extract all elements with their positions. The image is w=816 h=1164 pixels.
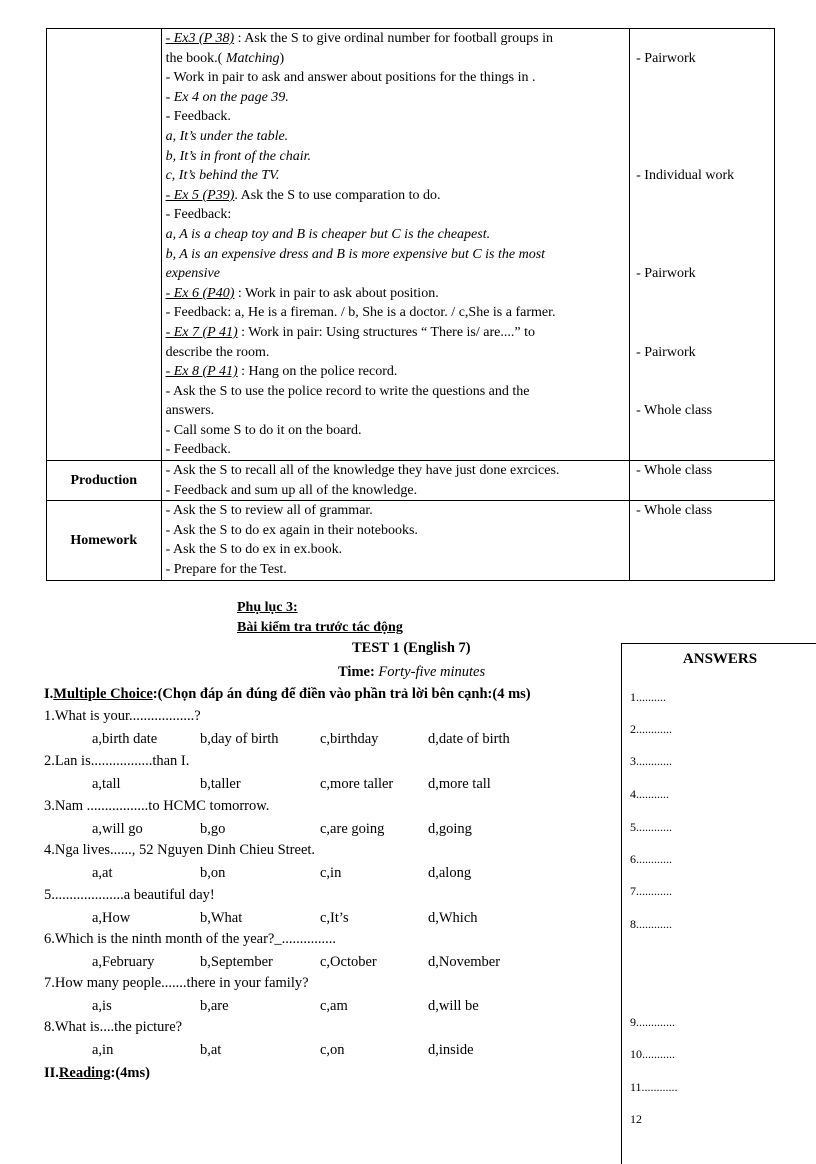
answers-box — [621, 643, 816, 1164]
answer-line: 5............ — [630, 820, 672, 834]
work-mode: - Whole class — [636, 503, 713, 519]
activity-line: a, A is a cheap toy and B is cheaper but C is the cheapest. — [165, 226, 491, 242]
answer-option: b,go — [200, 821, 226, 837]
activity-line: - Ask the S to recall all of the knowledge they have just done exrcices. — [165, 463, 560, 479]
work-mode: - Whole class — [636, 403, 713, 418]
question-text: 2.Lan is.................than I. — [44, 753, 190, 769]
answer-option: c,birthday — [320, 731, 379, 747]
answer-option: b,September — [200, 954, 273, 970]
mode-cell — [630, 29, 775, 461]
answer-line: 12 — [630, 1112, 642, 1126]
activity-line: - Work in pair to ask and answer about positions for the things in . — [165, 70, 536, 86]
table-row — [47, 29, 775, 461]
lesson-plan-table — [46, 28, 775, 581]
activity-line: - Ex 6 (P40) : Work in pair to ask about position. — [165, 285, 439, 301]
answer-option: b,on — [200, 865, 226, 881]
question-text: 3.Nam .................to HCMC tomorrow. — [44, 798, 270, 814]
activity-line: c, It’s behind the TV. — [165, 168, 280, 184]
work-mode: - Pairwork — [636, 266, 696, 281]
activities-cell — [161, 29, 630, 461]
section-1-heading: I.Multiple Choice:(Chọn đáp án đúng để điền vào phần trả lời bên cạnh:(4 ms) — [44, 686, 531, 702]
answer-option: d,along — [428, 865, 472, 881]
work-mode: - Whole class — [636, 463, 713, 479]
answer-option: d,November — [428, 954, 501, 970]
answer-line: 10........... — [630, 1047, 675, 1061]
answer-option: b,taller — [200, 776, 241, 792]
answer-option: b,day of birth — [200, 731, 279, 747]
answer-option: a,at — [92, 865, 113, 881]
activities-cell — [161, 501, 630, 580]
question-text: 1.What is your..................? — [44, 708, 201, 724]
appendix-subtitle: Bài kiểm tra trước tác động — [237, 620, 403, 635]
answer-line: 7............ — [630, 884, 672, 898]
answer-option: c,are going — [320, 821, 385, 837]
answer-option: d,will be — [428, 998, 479, 1014]
answer-option: d,going — [428, 821, 472, 837]
work-mode: - Individual work — [636, 168, 735, 183]
answer-option: a,How — [92, 910, 131, 926]
answer-option: d,more tall — [428, 776, 491, 792]
answer-option: a,birth date — [92, 731, 158, 747]
answer-option: a,tall — [92, 776, 121, 792]
stage-cell: Production — [47, 461, 162, 501]
answers-title: ANSWERS — [682, 651, 758, 667]
table-row — [47, 461, 775, 501]
answer-line: 2............ — [630, 722, 672, 736]
activity-line: - Feedback: — [165, 207, 232, 223]
activity-line: b, It’s in front of the chair. — [165, 148, 312, 164]
stage-cell — [47, 29, 162, 461]
question-text: 5....................a beautiful day! — [44, 887, 215, 903]
appendix-label: Phụ lục 3: — [237, 600, 298, 615]
activity-line: answers. — [165, 403, 215, 419]
activity-line: - Ex 7 (P 41) : Work in pair: Using structures “ There is/ are....” to — [165, 324, 535, 340]
mode-cell — [630, 461, 775, 501]
stage-cell: Homework — [47, 501, 162, 580]
answer-line: 9............. — [630, 1015, 675, 1029]
activity-line: - Call some S to do it on the board. — [165, 422, 362, 438]
answer-line: 3............ — [630, 754, 672, 768]
activity-line: - Ex3 (P 38) : Ask the S to give ordinal number for football groups in — [165, 31, 553, 46]
activity-line: - Ask the S to review all of grammar. — [165, 503, 373, 519]
question-text: 6.Which is the ninth month of the year?_............... — [44, 931, 336, 947]
answer-option: d,Which — [428, 910, 478, 926]
activity-line: - Feedback. — [165, 442, 231, 458]
activity-line: the book.( Matching) — [165, 50, 285, 66]
answer-line: 6............ — [630, 852, 672, 866]
answer-option: b,What — [200, 910, 243, 926]
answer-option: a,will go — [92, 821, 143, 837]
activity-line: - Feedback and sum up all of the knowledge. — [165, 482, 418, 498]
answer-option: b,at — [200, 1042, 222, 1058]
table-row — [47, 501, 775, 580]
activity-line: a, It’s under the table. — [165, 128, 289, 144]
test-title: TEST 1 (English 7) — [352, 640, 471, 656]
answer-option: d,inside — [428, 1042, 474, 1058]
answer-option: c,October — [320, 954, 377, 970]
answer-option: d,date of birth — [428, 731, 510, 747]
answer-option: c,in — [320, 865, 342, 881]
answer-option: a,is — [92, 998, 112, 1014]
question-text: 8.What is....the picture? — [44, 1019, 183, 1035]
question-text: 4.Nga lives......, 52 Nguyen Dinh Chieu Street. — [44, 842, 316, 858]
activity-line: - Prepare for the Test. — [165, 562, 287, 578]
answer-line: 1.......... — [630, 690, 666, 704]
answer-option: a,February — [92, 954, 155, 970]
answer-line: 11............ — [630, 1080, 678, 1094]
work-mode: - Pairwork — [636, 345, 696, 360]
activity-line: - Ask the S to use the police record to write the questions and the — [165, 383, 530, 399]
section-2-heading: II.Reading:(4ms) — [44, 1065, 150, 1081]
activities-cell — [161, 461, 630, 501]
answer-option: c,on — [320, 1042, 345, 1058]
answer-line: 8............ — [630, 917, 672, 931]
answer-line: 4........... — [630, 787, 669, 801]
work-mode: - Pairwork — [636, 51, 696, 66]
activity-line: - Ex 4 on the page 39. — [165, 89, 289, 105]
answer-option: c,am — [320, 998, 348, 1014]
activity-line: - Feedback: a, He is a fireman. / b, She is a doctor. / c,She is a farmer. — [165, 305, 556, 321]
activity-line: b, A is an expensive dress and B is more expensive but C is the most — [165, 246, 546, 262]
activity-line: - Ex 8 (P 41) : Hang on the police record. — [165, 364, 398, 380]
activity-line: - Ex 5 (P39). Ask the S to use comparation to do. — [165, 187, 441, 203]
activity-line: - Ask the S to do ex again in their notebooks. — [165, 522, 418, 538]
activity-line: - Ask the S to do ex in ex.book. — [165, 542, 343, 558]
answer-option: b,are — [200, 998, 229, 1014]
activity-line: - Feedback. — [165, 109, 231, 125]
answer-option: c,It’s — [320, 910, 349, 926]
mode-cell — [630, 501, 775, 580]
answer-option: c,more taller — [320, 776, 394, 792]
answer-option: a,in — [92, 1042, 114, 1058]
activity-line: describe the room. — [165, 344, 270, 360]
question-text: 7.How many people.......there in your family? — [44, 975, 309, 991]
activity-line: expensive — [165, 266, 220, 282]
test-time: Time: Forty-five minutes — [338, 664, 486, 680]
